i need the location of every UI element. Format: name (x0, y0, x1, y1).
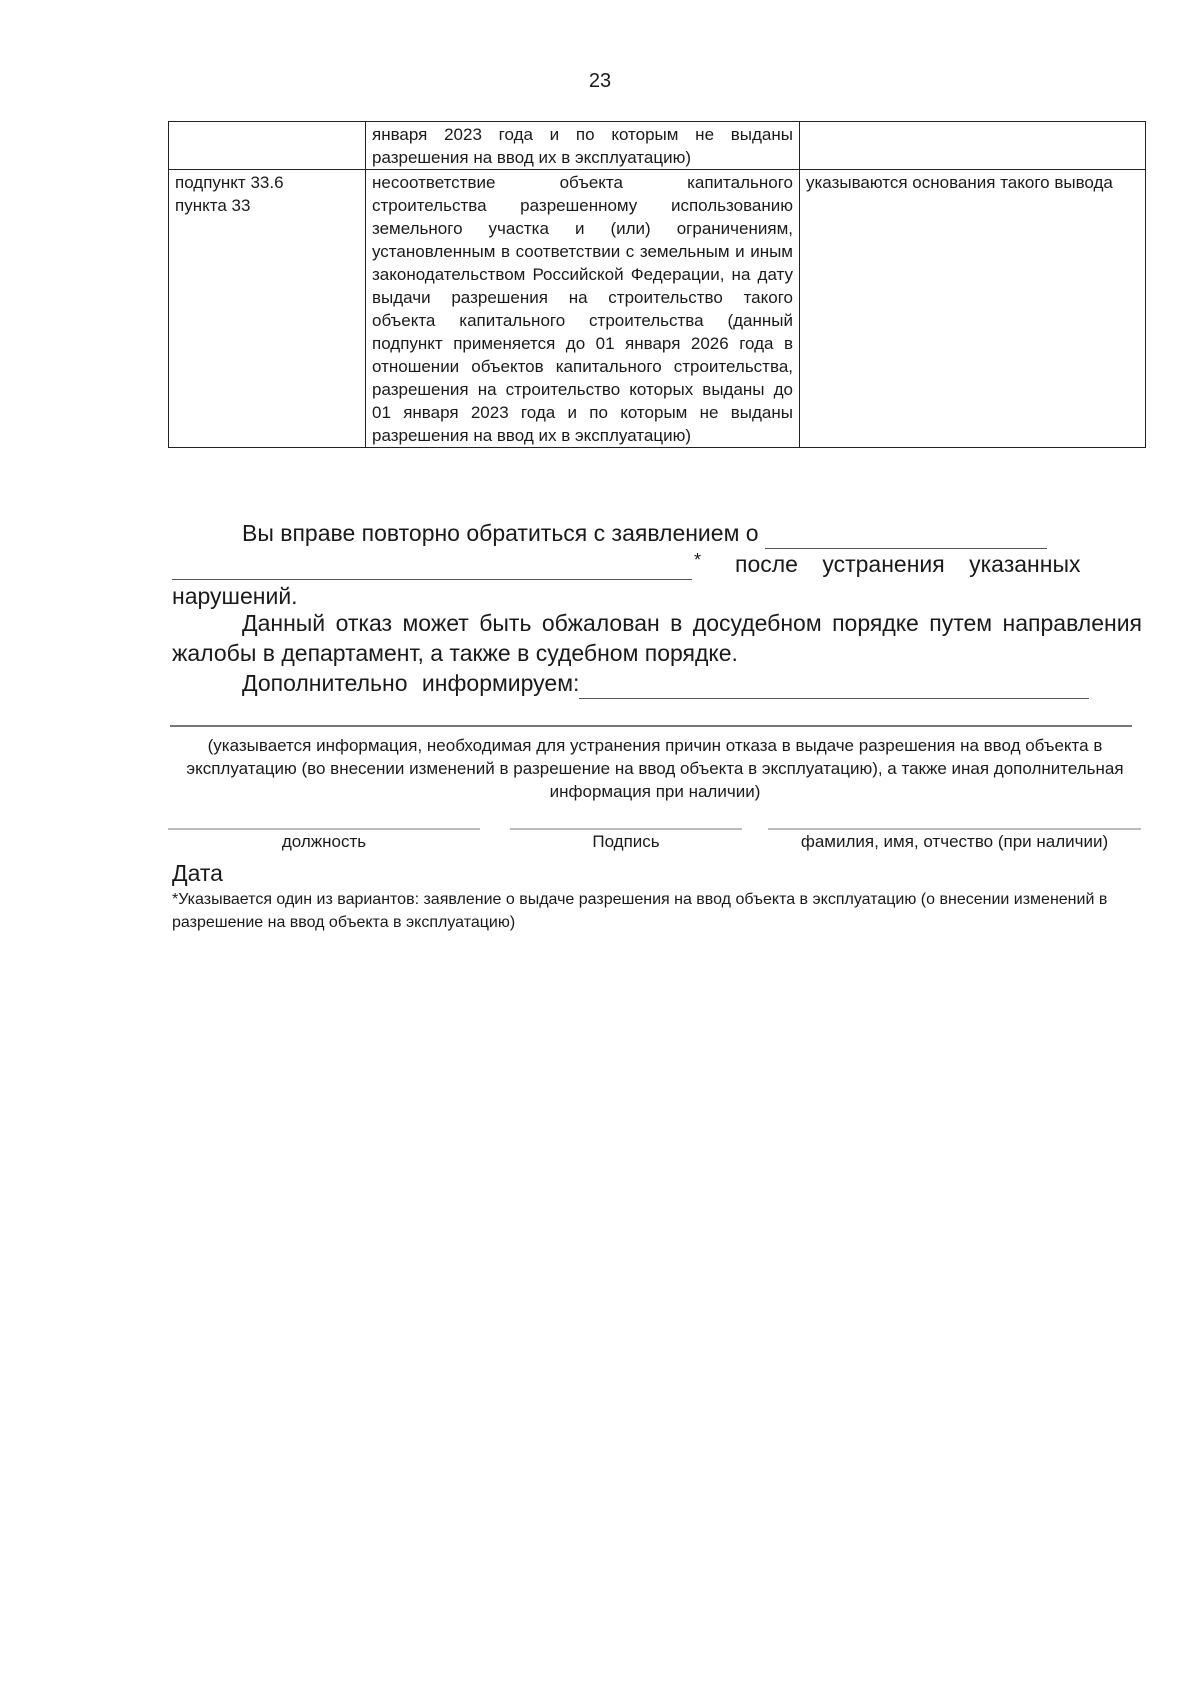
appeal-paragraph: Данный отказ может быть обжалован в досудебном порядке путем направления жалобы в департамент, а также в судебном порядке. (172, 610, 1142, 666)
name-line[interactable] (768, 828, 1141, 830)
reapply-suffix-end: нарушений. (172, 583, 298, 609)
name-label: фамилия, имя, отчество (при наличии) (800, 832, 1109, 851)
table-cell-explanation (800, 122, 1146, 170)
additional-info-hint: (указывается информация, необходимая для устранения причин отказа в выдаче разрешения на ввод объекта в эксплуатацию (во внесении изменений в разрешение на ввод объекта в эксплуатацию), а также иная дополнительная информация при наличии) (186, 736, 1124, 801)
reapply-paragraph (172, 518, 1142, 611)
position-label: должность (281, 832, 367, 851)
application-type-field-continued[interactable] (172, 549, 692, 580)
date-label: Дата (172, 860, 223, 886)
reapply-prefix: Вы вправе повторно обратиться с заявлением о (242, 520, 759, 546)
table-cell-clause: подпункт 33.6 пункта 33 (169, 170, 366, 448)
asterisk-mark: * (694, 550, 702, 570)
page-number: 23 (588, 70, 612, 92)
additional-info-label: Дополнительно информируем: (242, 670, 580, 696)
table-cell-ground: января 2023 года и по которым не выданы разрешения на ввод их в эксплуатацию) (366, 122, 800, 170)
table-cell-clause (169, 122, 366, 170)
additional-info-line[interactable] (170, 725, 1132, 727)
footnote: *Указывается один из вариантов: заявление о выдаче разрешения на ввод объекта в эксплуатацию (о внесении изменений в разрешение на ввод объекта в эксплуатацию) (172, 891, 1108, 931)
table-row (169, 122, 1146, 170)
additional-info-field[interactable] (579, 668, 1089, 699)
reapply-suffix: после устранения указанных (735, 551, 1081, 577)
additional-info-paragraph (172, 668, 1142, 699)
signature-line[interactable] (510, 828, 742, 830)
table-cell-explanation: указываются основания такого вывода (800, 170, 1146, 448)
table-row (169, 170, 1146, 448)
table-cell-ground: несоответствие объекта капитального строительства разрешенному использованию земельного участка и (или) ограничениям, установленным в соответствии с земельным и иным законодательством Российской Федерации, на дату выдачи разрешения на строительство такого объекта капитального строительства (данный подпункт применяется до 01 января 2026 года в отношении объектов капитального строительства, разрешения на строительство которых выданы до 01 января 2023 года и по которым не выданы разрешения на ввод их в эксплуатацию) (366, 170, 800, 448)
application-type-field[interactable] (765, 518, 1047, 549)
grounds-table (168, 121, 1146, 448)
position-line[interactable] (168, 828, 480, 830)
signature-label: Подпись (592, 832, 660, 851)
